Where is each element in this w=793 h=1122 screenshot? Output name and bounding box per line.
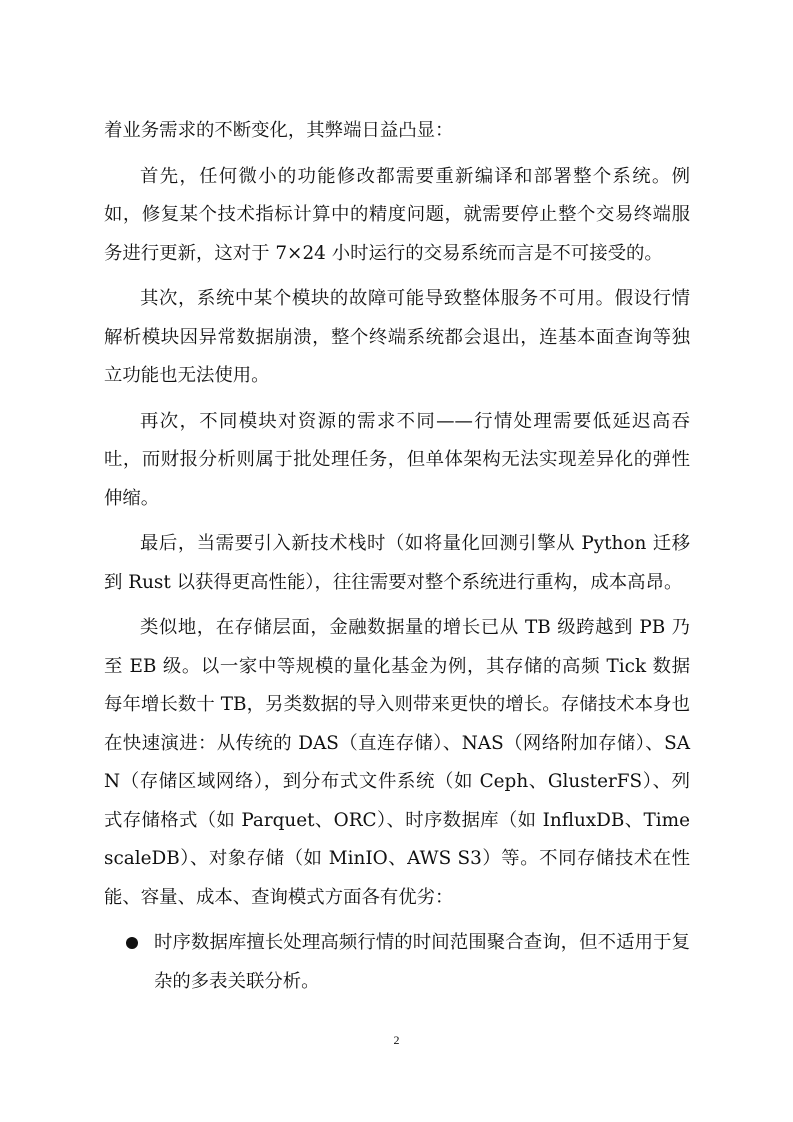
page-number: 2 [393,1033,400,1047]
paragraph-first: 首先，任何微小的功能修改都需要重新编译和部署整个系统。例如，修复某个技术指标计算中的精度问题，就需要停止整个交易终端服务进行更新，这对于 7×24 小时运行的交易系统而言是不可接受的。 [104,165,690,264]
paragraph-storage: 类似地，在存储层面，金融数据量的增长已从 TB 级跨越到 PB 乃至 EB 级。以一家中等规模的量化基金为例，其存储的高频 Tick 数据每年增长数十 TB，另类数据的导入则带来更快的增长。存储技术本身也在快速演进：从传统的 DAS（直连存储）、NAS（网络附加存储）、SAN（存储区域网络），到分布式文件系统（如 Ceph、GlusterFS）、列式存储格式（如 Parquet、ORC）、时序数据库（如 InfluxDB、TimescaleDB）、对象存储（如 MinIO、AWS S3）等。不同存储技术在性能、容量、成本、查询模式方面各有优劣： [104,617,690,908]
document-body [104,112,690,1001]
list-item-text: 时序数据库擅长处理高频行情的时间范围聚合查询，但不适用于复杂的多表关联分析。 [154,932,690,992]
paragraph-second: 其次，系统中某个模块的故障可能导致整体服务不可用。假设行情解析模块因异常数据崩溃，整个终端系统都会退出，连基本面查询等独立功能也无法使用。 [104,288,690,386]
paragraph-third: 再次，不同模块对资源的需求不同——行情处理需要低延迟高吞吐，而财报分析则属于批处理任务，但单体架构无法实现差异化的弹性伸缩。 [104,410,690,509]
paragraph-continuation: 着业务需求的不断变化，其弊端日益凸显： [104,120,454,141]
list-item [104,924,690,1001]
paragraph-fourth: 最后，当需要引入新技术栈时（如将量化回测引擎从 Python 迁移到 Rust 以获得更高性能），往往需要对整个系统进行重构，成本高昂。 [104,533,690,593]
bullet-icon [126,937,138,949]
